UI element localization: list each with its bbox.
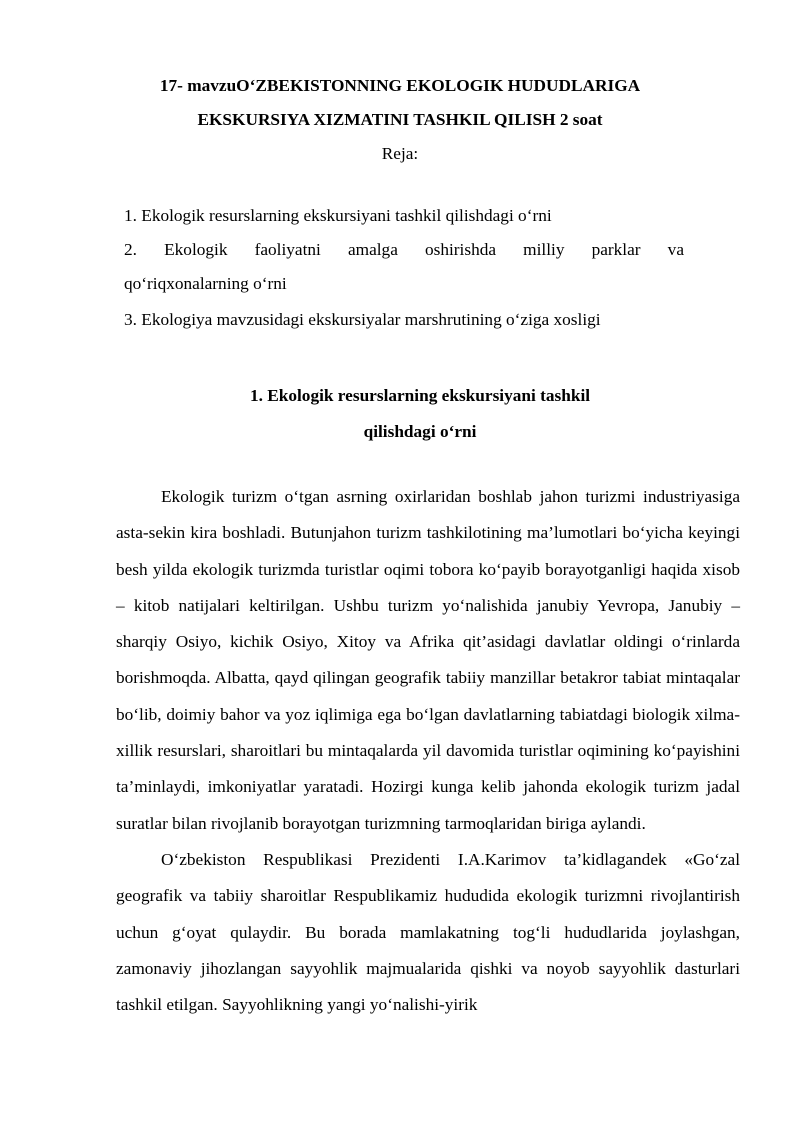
section-heading-line-1: 1. Ekologik resurslarning ekskursiyani tashkil bbox=[249, 386, 591, 405]
body-text bbox=[116, 479, 740, 1023]
plan-item-1: 1. Ekologik resurslarning ekskursiyani tashkil qilishdagi o‘rni bbox=[124, 206, 552, 225]
title-line-1: 17- mavzuO‘ZBEKISTONNING EKOLOGIK HUDUDLARIGA bbox=[159, 76, 641, 95]
paragraph-2: O‘zbekiston Respublikasi Prezidenti I.A.Karimov ta’kidlagandek «Go‘zal geografik va tabiiy sharoitlar Respublikamiz hududida ekologik turizmni rivojlantirish uchun g‘oyat qulaydir. Bu borada mamlakatning tog‘li hududlarida joylashgan, zamonaviy jihozlangan sayyohlik majmualarida qishki va noyob sayyohlik dasturlari tashkil etilgan. Sayyohlikning yangi yo‘nalishi-yirik bbox=[116, 849, 740, 1015]
plan-label: Reja: bbox=[381, 144, 419, 163]
paragraph-1: Ekologik turizm o‘tgan asrning oxirlaridan boshlab jahon turizmi industriyasiga asta-sekin kira boshladi. Butunjahon turizm tashkilotining ma’lumotlari bo‘yicha keyingi besh yilda ekologik turizmda turistlar oqimi tobora ko‘payib borayotganligi haqida xisob – kitob natijalari keltirilgan. Ushbu turizm yo‘nalishida janubiy Yevropa, Janubiy – sharqiy Osiyo, kichik Osiyo, Xitoy va Afrika qit’asidagi davlatlar oldingi o‘rinlarda borishmoqda. Albatta, qayd qilingan geografik tabiiy manzillar betakror tabiat mintaqalar bo‘lib, doimiy bahor va yoz iqlimiga ega bo‘lgan davlatlarning tabiatdagi biologik xilma-xillik resurslari, sharoitlari bu mintaqalarda yil davomida turistlar oqimining ko‘payishini ta’minlaydi, imkoniyatlar yaratadi. Hozirgi kunga kelib jahonda ekologik turizm jadal suratlar bilan rivojlanib borayotgan turizmning tarmoqlaridan biriga aylandi. bbox=[116, 487, 740, 833]
plan-item-2: 2. Ekologik faoliyatni amalga oshirishda milliy parklar va bbox=[124, 240, 684, 259]
section-heading-line-2: qilishdagi o‘rni bbox=[363, 422, 477, 441]
title-line-2: EKSKURSIYA XIZMATINI TASHKIL QILISH 2 soat bbox=[197, 110, 603, 129]
plan-item-3: 3. Ekologiya mavzusidagi ekskursiyalar marshrutining o‘ziga xosligi bbox=[124, 310, 601, 329]
plan-item-2-continued: qo‘riqxonalarning o‘rni bbox=[124, 274, 287, 293]
